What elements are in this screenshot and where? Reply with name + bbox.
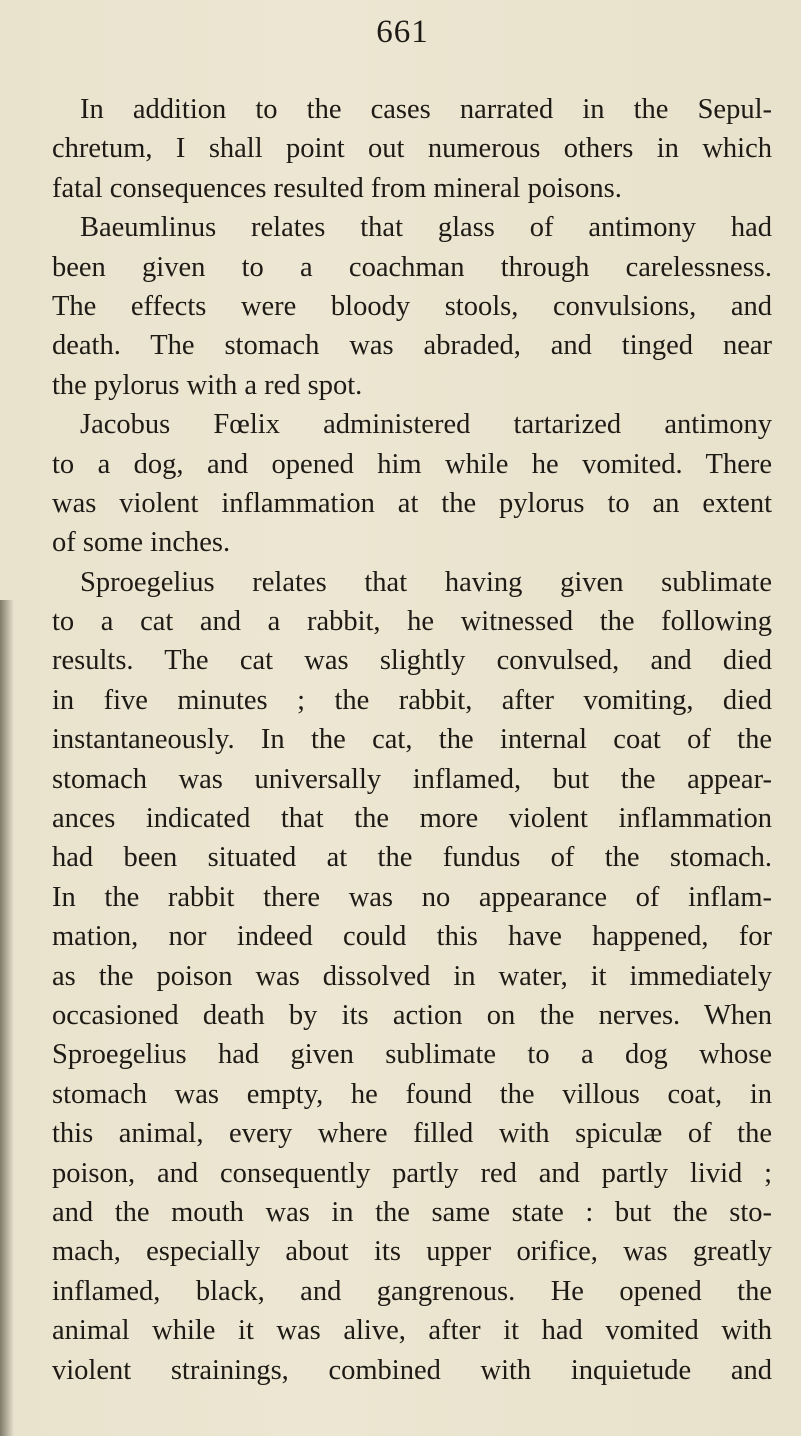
text-line: had been situated at the fundus of the stomach.: [52, 842, 772, 874]
text-line: violent strainings, combined with inquietude and: [52, 1354, 772, 1386]
text-line: of some inches.: [52, 527, 231, 559]
text-line: to a dog, and opened him while he vomited. There: [52, 448, 772, 480]
binding-shadow: [0, 600, 14, 1436]
text-line: animal while it was alive, after it had vomited with: [52, 1315, 772, 1347]
body-text: [52, 90, 772, 1390]
text-line: Sproegelius relates that having given sublimate: [80, 566, 772, 598]
page-number: 661: [376, 14, 429, 50]
text-line: was violent inflammation at the pylorus to an extent: [52, 487, 772, 519]
text-line: In addition to the cases narrated in the Sepul-: [80, 94, 772, 125]
text-line: to a cat and a rabbit, he witnessed the following: [52, 606, 772, 638]
text-line: and the mouth was in the same state : but the sto-: [52, 1196, 772, 1228]
text-line: Sproegelius had given sublimate to a dog whose: [52, 1039, 772, 1071]
text-line: occasioned death by its action on the nerves. When: [52, 999, 772, 1031]
text-line: stomach was universally inflamed, but the appear-: [52, 763, 772, 795]
text-line: Baeumlinus relates that glass of antimony had: [80, 212, 772, 244]
text-line: been given to a coachman through carelessness.: [52, 251, 772, 283]
text-line: The effects were bloody stools, convulsions, and: [52, 290, 772, 322]
text-line: in five minutes ; the rabbit, after vomiting, died: [52, 684, 772, 716]
text-line: chretum, I shall point out numerous others in which: [52, 133, 772, 165]
text-line: instantaneously. In the cat, the internal coat of the: [52, 724, 772, 756]
text-line: poison, and consequently partly red and partly livid ;: [52, 1157, 772, 1189]
text-line: as the poison was dissolved in water, it immediately: [52, 960, 772, 992]
text-line: In the rabbit there was no appearance of inflam-: [52, 881, 772, 913]
text-line: death. The stomach was abraded, and tinged near: [52, 330, 772, 362]
text-line: results. The cat was slightly convulsed, and died: [52, 645, 772, 677]
text-line: Jacobus Fœlix administered tartarized antimony: [80, 409, 772, 441]
text-line: fatal consequences resulted from mineral poisons.: [52, 172, 622, 204]
text-line: stomach was empty, he found the villous coat, in: [52, 1078, 772, 1110]
text-line: inflamed, black, and gangrenous. He opened the: [52, 1275, 772, 1307]
text-line: the pylorus with a red spot.: [52, 369, 363, 401]
text-line: mation, nor indeed could this have happened, for: [52, 921, 772, 953]
text-line: ances indicated that the more violent inflammation: [52, 803, 772, 835]
text-line: this animal, every where filled with spiculæ of the: [52, 1118, 772, 1150]
text-line: mach, especially about its upper orifice, was greatly: [52, 1236, 772, 1268]
